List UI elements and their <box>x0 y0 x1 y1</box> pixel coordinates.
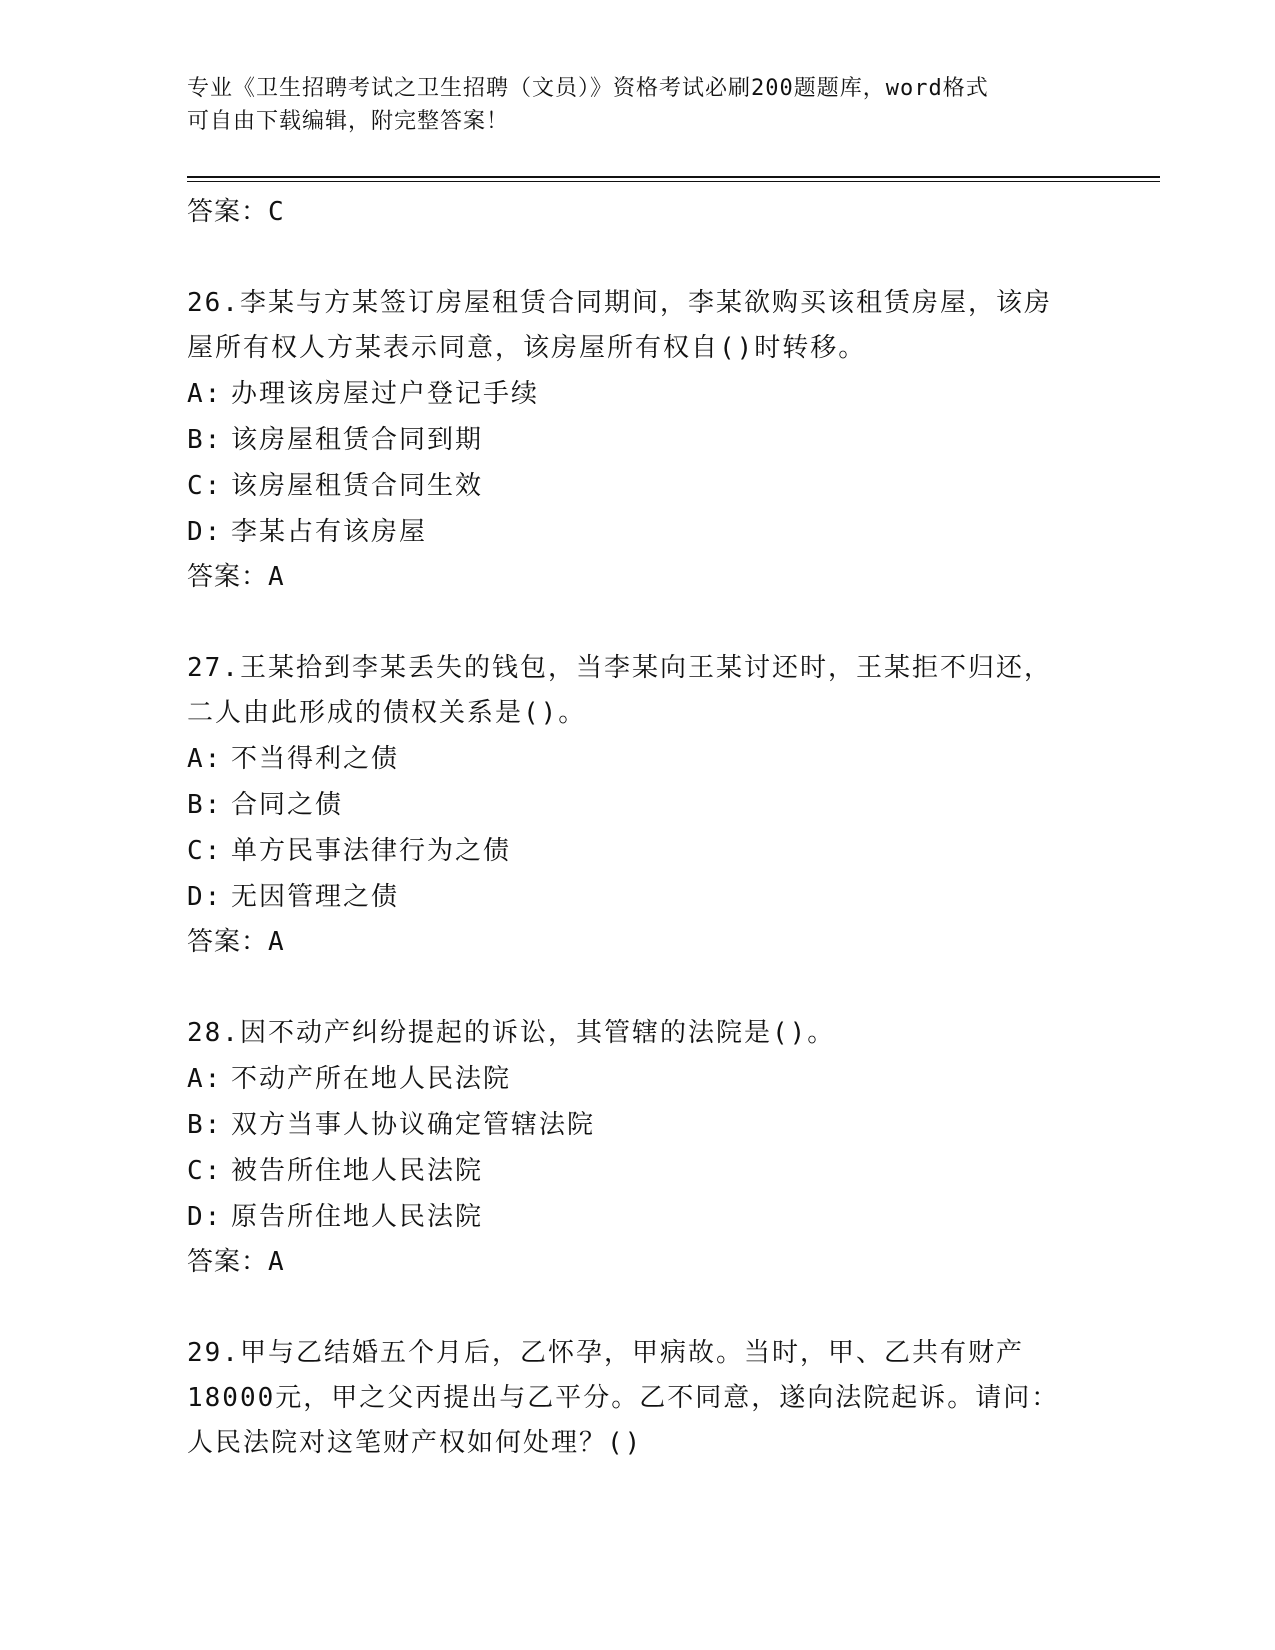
question-number: 27. <box>187 653 240 683</box>
option-text: 合同之债 <box>231 790 344 820</box>
option-letter: A: <box>187 1064 223 1094</box>
option-a <box>187 736 1087 782</box>
answer-value: C <box>268 197 285 227</box>
option-letter: D: <box>187 1202 223 1232</box>
question-26 <box>187 281 1087 599</box>
option-text: 该房屋租赁合同生效 <box>231 471 484 501</box>
option-text: 原告所住地人民法院 <box>231 1202 484 1232</box>
option-c <box>187 828 1087 874</box>
option-b <box>187 417 1087 463</box>
question-line: 王某拾到李某丢失的钱包，当李某向王某讨还时，王某拒不归还， <box>239 653 1052 683</box>
header-divider-thin <box>187 181 1160 182</box>
option-text: 不动产所在地人民法院 <box>231 1064 512 1094</box>
option-letter: B: <box>187 1110 223 1140</box>
option-letter: D: <box>187 517 223 547</box>
option-text: 被告所住地人民法院 <box>231 1156 484 1186</box>
answer-value: A <box>268 1247 285 1277</box>
option-letter: A: <box>187 379 223 409</box>
option-b <box>187 1102 1087 1148</box>
document-header <box>187 72 1087 138</box>
previous-answer <box>187 190 1087 234</box>
answer-value: A <box>268 562 285 592</box>
answer-label: 答案： <box>187 562 269 592</box>
question-text <box>187 281 1087 371</box>
header-divider-thick <box>187 176 1160 178</box>
header-line-2: 可自由下载编辑，附完整答案！ <box>187 109 510 134</box>
option-letter: C: <box>187 836 223 866</box>
question-text <box>187 1011 1087 1056</box>
answer-label: 答案： <box>187 927 269 957</box>
question-text <box>187 646 1087 736</box>
question-line: 18000元，甲之父丙提出与乙平分。乙不同意，遂向法院起诉。请问： <box>187 1383 1060 1413</box>
option-text: 李某占有该房屋 <box>231 517 428 547</box>
option-text: 无因管理之债 <box>231 882 400 912</box>
question-number: 26. <box>187 288 240 318</box>
option-b <box>187 782 1087 828</box>
option-text: 不当得利之债 <box>231 744 400 774</box>
option-c <box>187 463 1087 509</box>
option-text: 单方民事法律行为之债 <box>231 836 512 866</box>
question-list <box>187 190 1087 1466</box>
answer-value: A <box>268 927 285 957</box>
option-d <box>187 509 1087 555</box>
option-a <box>187 1056 1087 1102</box>
option-text: 该房屋租赁合同到期 <box>231 425 484 455</box>
question-number: 29. <box>187 1338 240 1368</box>
question-line: 甲与乙结婚五个月后，乙怀孕，甲病故。当时，甲、乙共有财产 <box>239 1338 1024 1368</box>
option-c <box>187 1148 1087 1194</box>
question-text <box>187 1331 1087 1466</box>
option-letter: D: <box>187 882 223 912</box>
question-number: 28. <box>187 1018 240 1048</box>
option-text: 双方当事人协议确定管辖法院 <box>231 1110 596 1140</box>
header-line-1: 专业《卫生招聘考试之卫生招聘（文员）》资格考试必刷200题题库，word格式 <box>187 76 989 101</box>
question-27 <box>187 646 1087 964</box>
option-d <box>187 1194 1087 1240</box>
option-d <box>187 874 1087 920</box>
question-29 <box>187 1331 1087 1466</box>
question-line: 因不动产纠纷提起的诉讼，其管辖的法院是()。 <box>239 1018 836 1048</box>
question-line: 人民法院对这笔财产权如何处理？() <box>187 1428 643 1458</box>
question-answer <box>187 555 1087 599</box>
question-line: 李某与方某签订房屋租赁合同期间，李某欲购买该租赁房屋，该房 <box>239 288 1052 318</box>
answer-label: 答案： <box>187 197 269 227</box>
question-line: 屋所有权人方某表示同意，该房屋所有权自()时转移。 <box>187 333 867 363</box>
question-line: 二人由此形成的债权关系是()。 <box>187 698 587 728</box>
option-text: 办理该房屋过户登记手续 <box>231 379 540 409</box>
answer-label: 答案： <box>187 1247 269 1277</box>
question-answer <box>187 920 1087 964</box>
option-letter: B: <box>187 790 223 820</box>
option-letter: B: <box>187 425 223 455</box>
option-letter: C: <box>187 471 223 501</box>
option-letter: C: <box>187 1156 223 1186</box>
option-a <box>187 371 1087 417</box>
question-answer <box>187 1240 1087 1284</box>
option-letter: A: <box>187 744 223 774</box>
question-28 <box>187 1011 1087 1284</box>
